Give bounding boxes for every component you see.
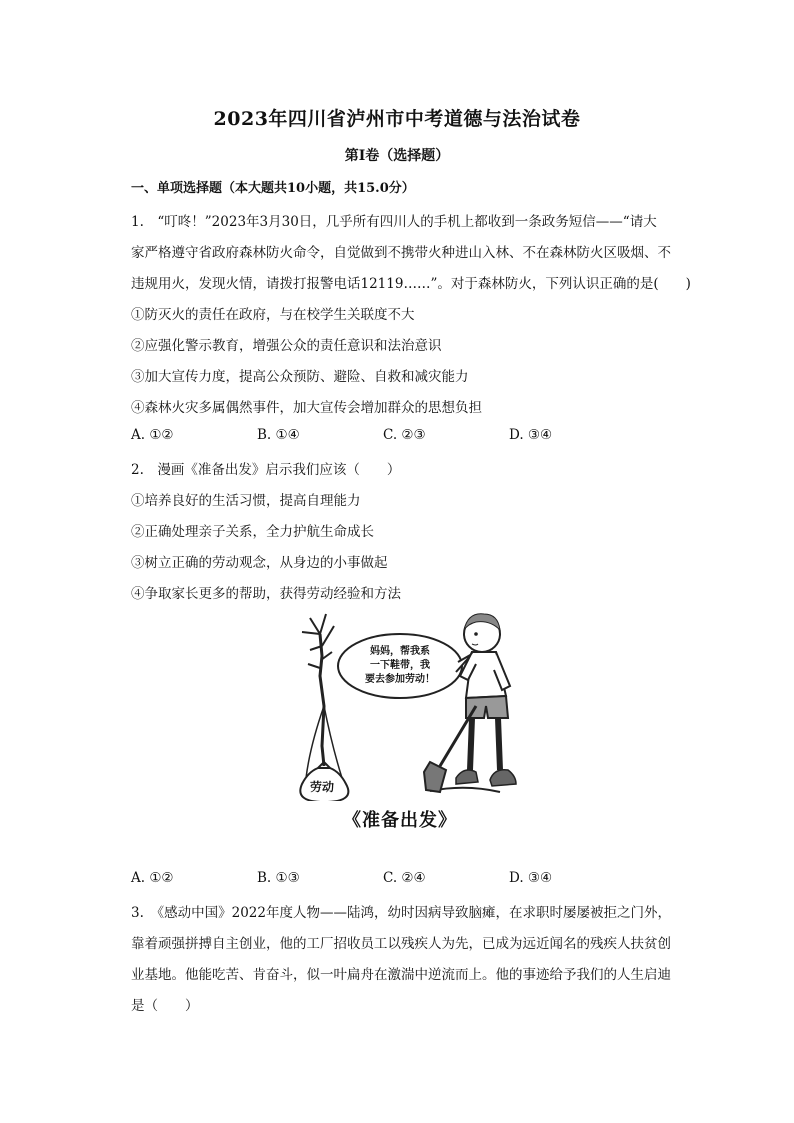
speech-line-2: 一下鞋带，我 [370,660,430,671]
q2-stem: 2. 漫画《准备出发》启示我们应该（ ） [131,462,401,478]
q3-stem-line-2: 靠着顽强拼搏自主创业，他的工厂招收员工以残疾人为先，已成为远近闻名的残疾人扶贫创 [131,936,671,952]
q1-option-d: D. ③④ [509,427,553,443]
q2-option-c: C. ②④ [383,870,426,886]
q3-stem-line-1: 3. 《感动中国》2022年度人物——陆鸿，幼时因病导致脑瘫，在求职时屡屡被拒之门外， [131,905,671,921]
q2-item-2: ②正确处理亲子关系，全力护航生命成长 [131,524,374,540]
page-title: 2023年四川省泸州市中考道德与法治试卷 [213,108,581,130]
cartoon-caption: 《准备出发》 [343,810,457,831]
q1-option-c: C. ②③ [383,427,426,443]
paper-part-heading: 第I卷（选择题） [344,148,450,164]
q2-option-b: B. ①③ [257,870,300,886]
q2-item-1: ①培养良好的生活习惯，提高自理能力 [131,493,361,509]
q1-option-b: B. ①④ [257,427,300,443]
section-heading: 一、单项选择题（本大题共10小题，共15.0分） [131,181,415,196]
speech-line-1: 妈妈，帮我系 [370,646,430,657]
q1-stem-line-2: 家严格遵守省政府森林防火命令，自觉做到不携带火种进山入林、不在森林防火区吸烟、不 [131,245,671,261]
q2-option-a: A. ①② [131,870,174,886]
q2-item-3: ③树立正确的劳动观念，从身边的小事做起 [131,555,388,571]
speech-line-3: 要去参加劳动！ [365,674,435,685]
q1-stem-line-3: 违规用火，发现火情，请拨打报警电话12119……”。对于森林防火，下列认识正确的是( ) [131,276,691,292]
q2-item-4: ④争取家长更多的帮助，获得劳动经验和方法 [131,586,401,602]
q1-item-3: ③加大宣传力度，提高公众预防、避险、自救和减灾能力 [131,369,469,385]
q3-stem-line-3: 业基地。他能吃苦、肯奋斗，似一叶扁舟在激湍中逆流而上。他的事迹给予我们的人生启迪 [131,967,671,983]
q1-option-a: A. ①② [131,427,174,443]
cartoon-figure [280,606,520,842]
bag-label: 劳动 [310,780,335,794]
cartoon-illustration [280,606,520,801]
q1-stem-line-1: 1. “叮咚！”2023年3月30日，几乎所有四川人的手机上都收到一条政务短信——“请大 [131,214,657,230]
q1-item-4: ④森林火灾多属偶然事件，加大宣传会增加群众的思想负担 [131,400,482,416]
q3-stem-line-4: 是（ ） [131,998,199,1014]
q1-item-1: ①防灭火的责任在政府，与在校学生关联度不大 [131,307,415,323]
q1-item-2: ②应强化警示教育，增强公众的责任意识和法治意识 [131,338,442,354]
q2-option-d: D. ③④ [509,870,553,886]
